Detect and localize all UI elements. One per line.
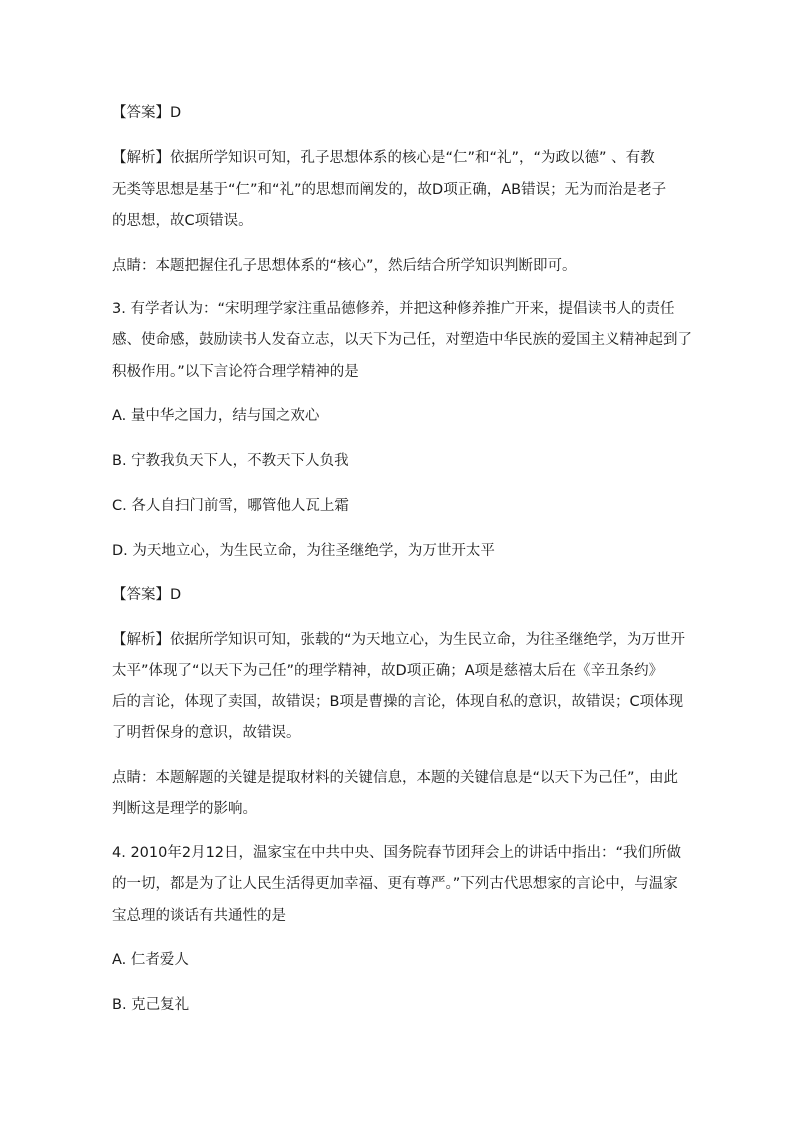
option-3c: C. 各人自扫门前雪，哪管他人瓦上霜 [112, 498, 349, 514]
tip-q3-line-2: 判断这是理学的影响。 [112, 801, 257, 817]
analysis-q2-line-3: 的思想，故C项错误。 [112, 213, 253, 229]
tip-q3-line-1: 点睛：本题解题的关键是提取材料的关键信息，本题的关键信息是“以天下为己任”，由此 [112, 770, 679, 786]
option-3a: A. 量中华之国力，结与国之欢心 [112, 408, 320, 424]
answer-label-q3: 【答案】D [112, 587, 182, 603]
option-4a: A. 仁者爱人 [112, 952, 189, 968]
analysis-q3-line-3: 后的言论，体现了卖国，故错误；B项是曹操的言论，体现自私的意识，故错误；C项体现 [112, 694, 684, 710]
analysis-q2-line-2: 无类等思想是基于“仁”和“礼”的思想而阐发的，故D项正确，AB错误；无为而治是老子 [112, 182, 667, 198]
question-4-line-2: 的一切，都是为了让人民生活得更加幸福、更有尊严。”下列古代思想家的言论中，与温家 [112, 876, 678, 892]
answer-label-q2: 【答案】D [112, 105, 182, 121]
analysis-q3-line-1: 【解析】依据所学知识可知，张载的“为天地立心，为生民立命，为往圣继绝学，为万世开 [112, 632, 686, 648]
analysis-q3-line-2: 太平”体现了“以天下为己任”的理学精神，故D项正确；A项是慈禧太后在《辛丑条约》 [112, 663, 664, 679]
analysis-q2-line-1: 【解析】依据所学知识可知，孔子思想体系的核心是“仁”和“礼”，“为政以德” 、有教 [112, 150, 655, 166]
question-3-line-1: 3. 有学者认为：“宋明理学家注重品德修养，并把这种修养推广开来，提倡读书人的责任 [112, 301, 675, 317]
question-4-line-3: 宝总理的谈话有共通性的是 [112, 908, 286, 924]
option-3d: D. 为天地立心，为生民立命，为往圣继绝学，为万世开太平 [112, 543, 495, 559]
question-3-line-3: 积极作用。”以下言论符合理学精神的是 [112, 364, 359, 380]
question-4-line-1: 4. 2010年2月12日，温家宝在中共中央、国务院春节团拜会上的讲话中指出：“我们所做 [112, 845, 682, 861]
question-3-line-2: 感、使命感，鼓励读书人发奋立志，以天下为己任，对塑造中华民族的爱国主义精神起到了 [112, 332, 692, 348]
tip-q2-line-1: 点睛：本题把握住孔子思想体系的“核心”，然后结合所学知识判断即可。 [112, 258, 577, 274]
option-4b: B. 克己复礼 [112, 997, 190, 1013]
analysis-q3-line-4: 了明哲保身的意识，故错误。 [112, 725, 301, 741]
option-3b: B. 宁教我负天下人，不教天下人负我 [112, 453, 349, 469]
